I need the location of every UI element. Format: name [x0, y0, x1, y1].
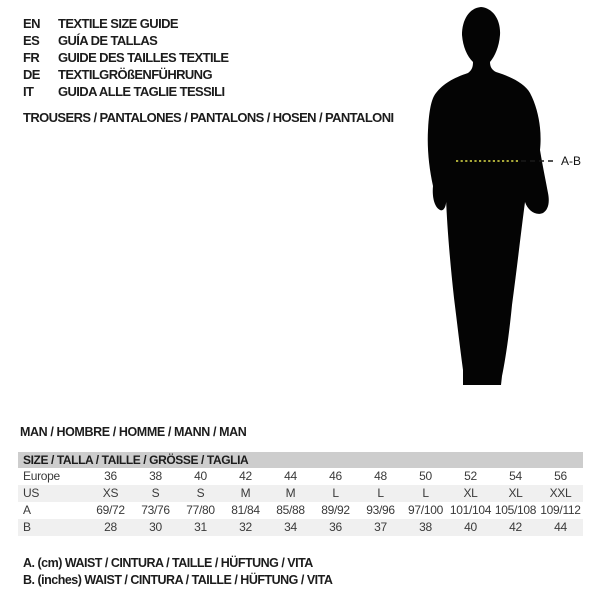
footnote-line: B. (inches) WAIST / CINTURA / TAILLE / HÜFTUNG / VITA: [23, 573, 333, 587]
table-cell: 89/92: [321, 503, 350, 517]
table-cell: 77/80: [186, 503, 215, 517]
table-cell: 93/96: [366, 503, 395, 517]
table-row: [18, 502, 583, 519]
language-code: DE: [23, 67, 40, 82]
table-cell: 36: [329, 520, 342, 534]
table-cell: 34: [284, 520, 297, 534]
language-label: GUIDE DES TAILLES TEXTILE: [58, 50, 229, 65]
table-cell: 81/84: [231, 503, 260, 517]
table-cell: L: [422, 486, 429, 500]
table-cell: 97/100: [408, 503, 443, 517]
table-cell: 44: [554, 520, 567, 534]
table-cell: XXL: [549, 486, 572, 500]
measure-label: A-B: [561, 154, 582, 168]
row-label: US: [23, 486, 40, 500]
table-cell: L: [377, 486, 384, 500]
row-label: B: [23, 520, 31, 534]
language-label: TEXTILGRÖßENFÜHRUNG: [58, 67, 212, 82]
table-cell: 44: [284, 469, 297, 483]
language-label: GUIDA ALLE TAGLIE TESSILI: [58, 84, 225, 99]
language-code: ES: [23, 33, 40, 48]
table-cell: 69/72: [96, 503, 125, 517]
table-cell: 54: [509, 469, 522, 483]
man-section-title: MAN / HOMBRE / HOMME / MANN / MAN: [20, 425, 247, 439]
row-label: A: [23, 503, 31, 517]
table-cell: M: [240, 486, 251, 500]
table-row: [18, 485, 583, 502]
row-label: Europe: [23, 469, 60, 483]
size-table-header: SIZE / TALLA / TAILLE / GRÖSSE / TAGLIA: [18, 452, 583, 468]
table-cell: 30: [149, 520, 162, 534]
footnotes: [23, 555, 332, 589]
table-cell: 46: [329, 469, 342, 483]
table-cell: 37: [374, 520, 387, 534]
table-cell: 36: [104, 469, 117, 483]
table-cell: 42: [509, 520, 522, 534]
table-cell: 73/76: [141, 503, 170, 517]
table-cell: 32: [239, 520, 252, 534]
language-label: GUÍA DE TALLAS: [58, 33, 158, 48]
table-cell: XS: [102, 486, 119, 500]
table-cell: 101/104: [449, 503, 492, 517]
table-row: [18, 468, 583, 485]
table-cell: 38: [149, 469, 162, 483]
table-cell: XL: [508, 486, 523, 500]
table-cell: 31: [194, 520, 207, 534]
language-code: IT: [23, 84, 34, 99]
silhouette-shape: [428, 7, 549, 385]
table-cell: 42: [239, 469, 252, 483]
language-code: FR: [23, 50, 40, 65]
table-cell: 109/112: [540, 503, 581, 517]
table-cell: 105/108: [494, 503, 537, 517]
table-cell: S: [196, 486, 205, 500]
table-cell: 38: [419, 520, 432, 534]
table-cell: 52: [464, 469, 477, 483]
table-cell: 28: [104, 520, 117, 534]
size-table: [18, 452, 583, 536]
language-code: EN: [23, 16, 40, 31]
table-cell: S: [151, 486, 160, 500]
table-cell: L: [332, 486, 339, 500]
table-cell: 48: [374, 469, 387, 483]
garment-title: TROUSERS / PANTALONES / PANTALONS / HOSEN / PANTALONI: [23, 110, 394, 125]
size-table-body: [18, 468, 583, 536]
table-cell: 40: [464, 520, 477, 534]
footnote-line: A. (cm) WAIST / CINTURA / TAILLE / HÜFTUNG / VITA: [23, 556, 313, 570]
table-cell: XL: [463, 486, 478, 500]
table-cell: 50: [419, 469, 432, 483]
table-cell: 56: [554, 469, 567, 483]
table-cell: 85/88: [276, 503, 305, 517]
table-cell: 40: [194, 469, 207, 483]
table-row: [18, 519, 583, 536]
language-label: TEXTILE SIZE GUIDE: [58, 16, 178, 31]
table-cell: M: [285, 486, 296, 500]
